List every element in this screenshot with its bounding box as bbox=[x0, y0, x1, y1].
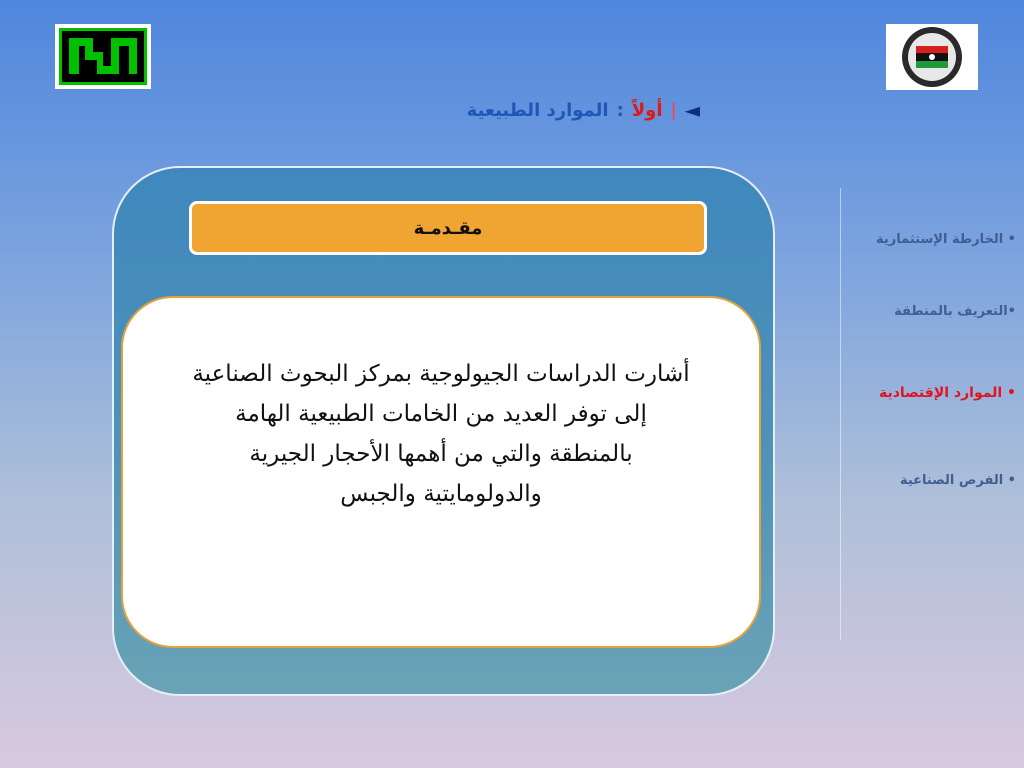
slide-title bbox=[420, 94, 700, 126]
arrow-left-icon: ◄ bbox=[684, 98, 700, 122]
title-topic: الموارد الطبيعية bbox=[466, 99, 609, 121]
nav-item-economic-resources[interactable]: • الموارد الإقتصادية bbox=[878, 385, 1016, 401]
section-header: مقـدمـة bbox=[189, 201, 707, 255]
content-text: أشارت الدراسات الجيولوجية بمركز البحوث الصناعية إلى توفر العديد من الخامات الطبيعية الهامة بالمنطقة والتي من أهمها الأحجار الجيرية والدولومايتية والجبس bbox=[192, 361, 690, 507]
nav-divider bbox=[840, 188, 841, 640]
nav-item-region-intro[interactable]: •التعريف بالمنطقة bbox=[894, 304, 1016, 319]
nav-item-industrial-opportunities[interactable]: • الفرص الصناعية bbox=[899, 473, 1016, 488]
calligraphic-logo bbox=[55, 24, 151, 89]
emblem-icon bbox=[886, 24, 978, 90]
content-box bbox=[121, 296, 761, 648]
title-separator: | bbox=[670, 99, 677, 121]
title-colon: : bbox=[616, 99, 624, 121]
ministry-emblem bbox=[886, 24, 978, 90]
kufic-calligraphy-icon bbox=[63, 32, 147, 83]
nav-item-investment-map[interactable]: • الخارطة الإستثمارية bbox=[876, 232, 1016, 247]
title-first: أولاً bbox=[631, 99, 663, 121]
